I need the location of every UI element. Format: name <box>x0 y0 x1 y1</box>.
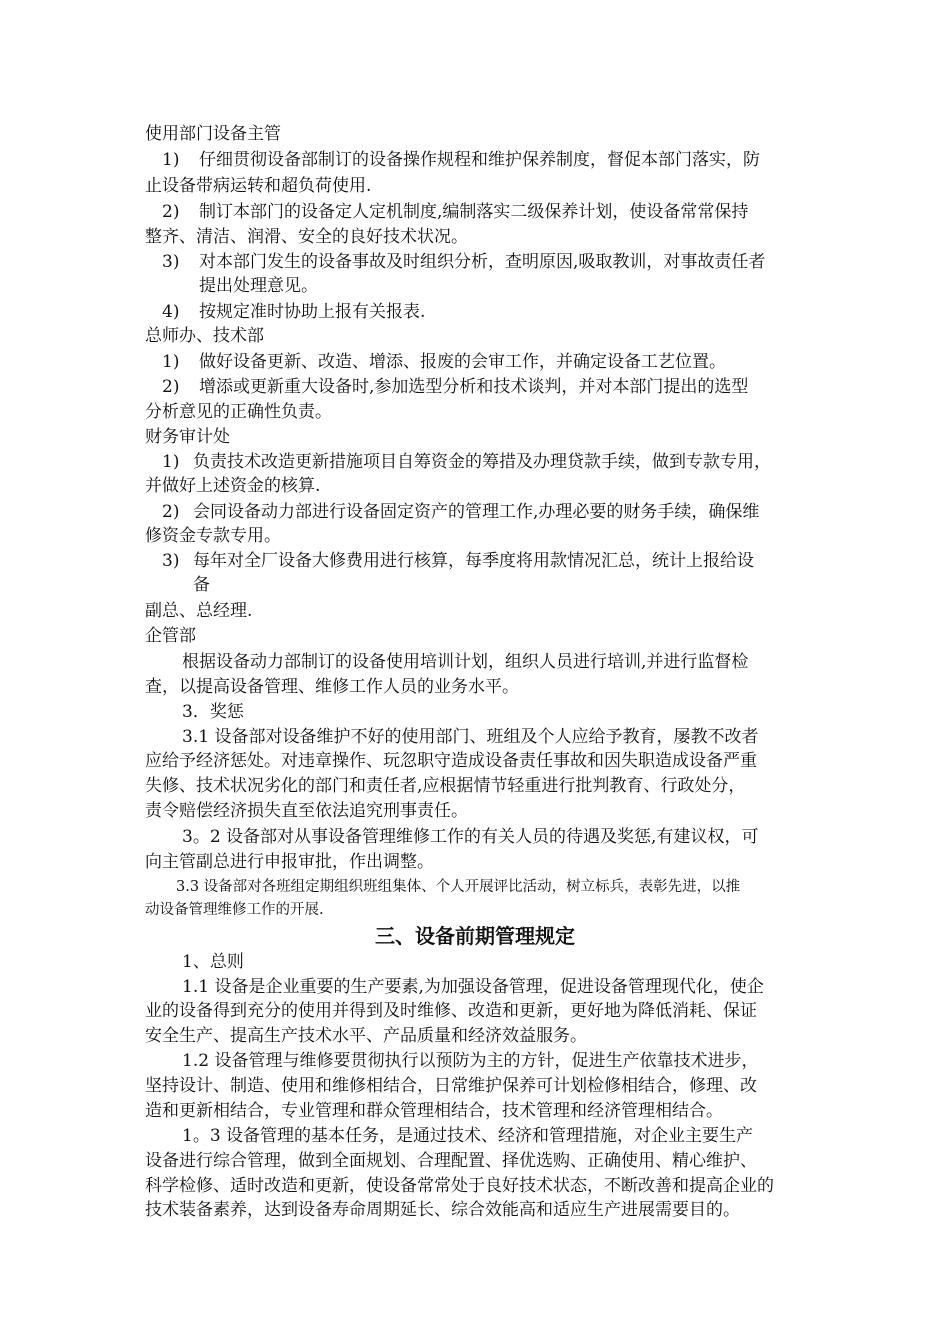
paragraph-line: 造和更新相结合，专业管理和群众管理相结合，技术管理和经济管理相结合。 <box>145 1101 723 1121</box>
paragraph-line: 失修、技术状况劣化的部门和责任者,应根据情节轻重进行批判教育、行政处分， <box>145 776 746 796</box>
item-text: 按规定准时协助上报有关报表. <box>199 302 426 322</box>
item-number: 3) <box>162 551 180 571</box>
item-text: 对本部门发生的设备事故及时组织分析，查明原因,吸取教训，对事故责任者 <box>199 252 766 272</box>
paragraph-line: 设备进行综合管理，做到全面规划、合理配置、择优选购、正确使用、精心维护、 <box>145 1151 757 1171</box>
paragraph-line: 安全生产、提高生产技术水平、产品质量和经济效益服务。 <box>145 1026 587 1046</box>
item-text: 并做好上述资金的核算. <box>145 476 321 496</box>
paragraph-line: 应给予经济惩处。对违章操作、玩忽职守造成设备责任事故和因失职造成设备严重 <box>145 751 757 771</box>
item-text: 提出处理意见。 <box>199 276 318 296</box>
paragraph-line: 3。2 设备部对从事设备管理维修工作的有关人员的待遇及奖惩,有建议权，可 <box>182 827 759 847</box>
item-number: 3) <box>162 252 180 272</box>
item-number: 2) <box>162 202 180 222</box>
paragraph-line: 查，以提高设备管理、维修工作人员的业务水平。 <box>145 677 519 697</box>
item-text: 负责技术改造更新措施项目自筹资金的筹措及办理贷款手续，做到专款专用， <box>193 452 771 472</box>
section-heading-user-dept: 使用部门设备主管 <box>145 124 281 144</box>
item-text: 分析意见的正确性负责。 <box>145 402 332 422</box>
item-number: 2) <box>162 502 180 522</box>
paragraph-line: 副总、总经理. <box>145 601 253 621</box>
item-text: 备 <box>193 575 210 595</box>
paragraph-line: 3.1 设备部对设备维护不好的使用部门、班组及个人应给予教育，屡教不改者 <box>182 727 759 747</box>
paragraph-line: 科学检修、适时改造和更新，使设备常常处于良好技术状态，不断改善和提高企业的 <box>145 1176 774 1196</box>
item-text: 制订本部门的设备定人定机制度,编制落实二级保养计划，使设备常常保持 <box>199 202 749 222</box>
item-number: 1) <box>162 150 180 170</box>
paragraph-line: 技术装备素养，达到设备寿命周期延长、综合效能高和适应生产进展需要目的。 <box>145 1200 740 1220</box>
item-text: 整齐、清洁、润滑、安全的良好技术状况。 <box>145 227 468 247</box>
item-number: 1) <box>162 352 180 372</box>
section-heading-enterprise: 企管部 <box>145 626 196 646</box>
item-number: 2) <box>162 377 180 397</box>
item-text: 止设备带病运转和超负荷使用. <box>145 176 372 196</box>
paragraph-line: 动设备管理维修工作的开展. <box>145 902 324 918</box>
section-heading-finance: 财务审计处 <box>145 427 230 447</box>
item-number: 4) <box>162 302 180 322</box>
paragraph-line: 3.3 设备部对各班组定期组织班组集体、个人开展评比活动，树立标兵，表彰先进，以推 <box>176 879 741 895</box>
paragraph-line: 向主管副总进行申报审批，作出调整。 <box>145 852 434 872</box>
paragraph-line: 1.2 设备管理与维修要贯彻执行以预防为主的方针，促进生产依靠技术进步， <box>182 1051 759 1071</box>
chapter-title: 三、设备前期管理规定 <box>375 924 575 948</box>
subsection-heading: 1、总则 <box>182 952 244 972</box>
paragraph-line: 1。3 设备管理的基本任务，是通过技术、经济和管理措施，对企业主要生产 <box>182 1126 754 1146</box>
item-text: 每年对全厂设备大修费用进行核算，每季度将用款情况汇总，统计上报给设 <box>193 551 754 571</box>
paragraph-line: 坚持设计、制造、使用和维修相结合，日常维护保养可计划检修相结合，修理、改 <box>145 1076 757 1096</box>
item-text: 增添或更新重大设备时,参加选型分析和技术谈判，并对本部门提出的选型 <box>199 377 749 397</box>
paragraph-line: 根据设备动力部制订的设备使用培训计划，组织人员进行培训,并进行监督检 <box>182 652 749 672</box>
paragraph-line: 1.1 设备是企业重要的生产要素,为加强设备管理，促进设备管理现代化，使企 <box>182 977 764 997</box>
item-text: 会同设备动力部进行设备固定资产的管理工作,办理必要的财务手续，确保维 <box>193 502 760 522</box>
item-text: 仔细贯彻设备部制订的设备操作规程和维护保养制度，督促本部门落实，防 <box>199 150 760 170</box>
section-heading-rewards: 3．奖惩 <box>182 702 244 722</box>
item-text: 修资金专款专用。 <box>145 526 281 546</box>
item-number: 1) <box>162 452 180 472</box>
section-heading-chief-office: 总师办、技术部 <box>145 326 264 346</box>
item-text: 做好设备更新、改造、增添、报废的会审工作，并确定设备工艺位置。 <box>199 352 726 372</box>
paragraph-line: 责令赔偿经济损失直至依法追究刑事责任。 <box>145 801 468 821</box>
paragraph-line: 业的设备得到充分的使用并得到及时维修、改造和更新，更好地为降低消耗、保证 <box>145 1001 757 1021</box>
